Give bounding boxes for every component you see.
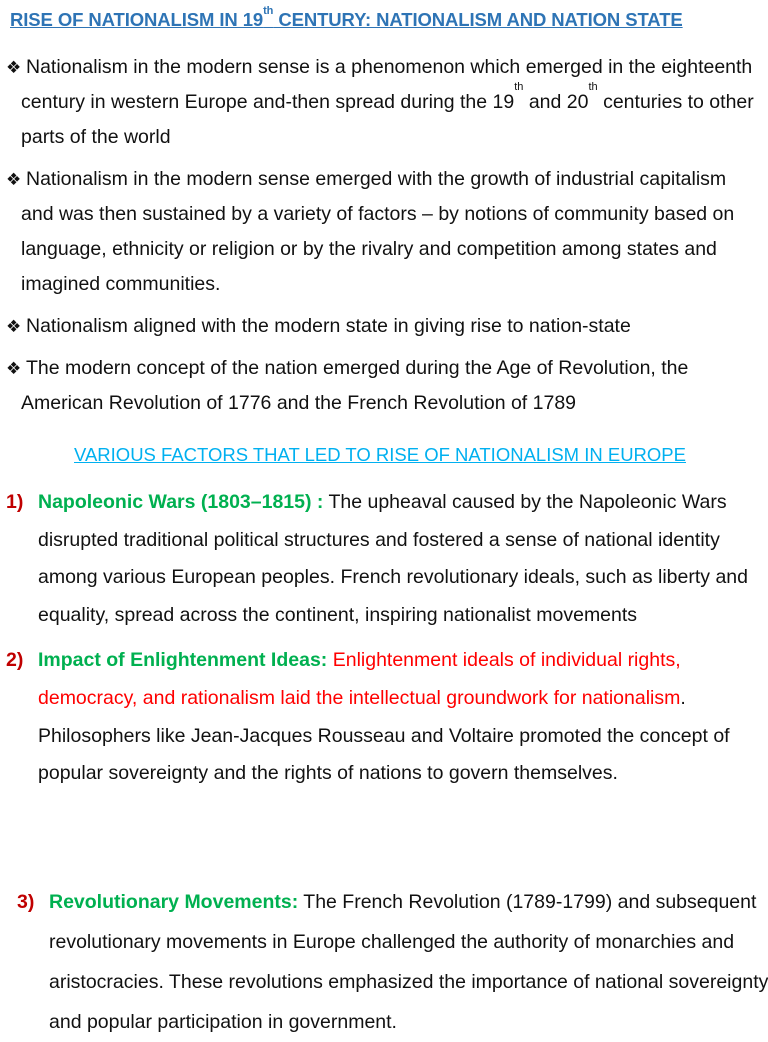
bullet-list xyxy=(6,50,758,428)
factor-item xyxy=(17,882,768,1042)
factor-number: 2) xyxy=(6,649,24,672)
factor-list xyxy=(6,484,768,1033)
bullet-item: ❖ Nationalism in the modern sense emerged with the growth of industrial capitalism and was then sustained by a variety of factors – by notions of community based on language, ethnicity or religion or by the rivalry and competition among states and imagined communities. xyxy=(6,162,758,302)
diamond-bullet-icon: ❖ xyxy=(6,170,22,189)
factor-lead: Impact of Enlightenment Ideas: xyxy=(38,649,328,672)
page-title: RISE OF NATIONALISM IN 19th CENTURY: NATIONALISM AND NATION STATE xyxy=(10,5,683,30)
section-subheading: VARIOUS FACTORS THAT LED TO RISE OF NATIONALISM IN EUROPE xyxy=(74,444,686,465)
factor-item xyxy=(6,484,758,634)
diamond-bullet-icon: ❖ xyxy=(6,58,22,77)
diamond-bullet-icon: ❖ xyxy=(6,359,22,378)
factor-text: The upheaval caused by the Napoleonic Wars disrupted traditional political structures and fostered a sense of national identity among various European peoples. French revolutionary ideals, such as liberty and equality, spread across the continent, inspiring nationalist movements xyxy=(38,491,748,626)
bullet-item: ❖ Nationalism in the modern sense is a phenomenon which emerged in the eighteenth century in western Europe and-then spread during the 19th and 20th centuries to other parts of the world xyxy=(6,50,758,155)
factor-text: . Philosophers like Jean-Jacques Rousseau and Voltaire promoted the concept of popular sovereignty and the rights of nations to govern themselves. xyxy=(38,686,730,785)
bullet-item: ❖ The modern concept of the nation emerged during the Age of Revolution, the American Revolution of 1776 and the French Revolution of 1789 xyxy=(6,351,758,421)
factor-number: 3) xyxy=(17,891,35,913)
factor-text: The French Revolution (1789-1799) and subsequent revolutionary movements in Europe challenged the authority of monarchies and aristocracies. These revolutions emphasized the importance of national sovereignty and popular participation in government. xyxy=(49,891,768,1033)
factor-lead: Revolutionary Movements: xyxy=(49,891,299,913)
bullet-item: ❖ Nationalism aligned with the modern state in giving rise to nation-state xyxy=(6,309,758,344)
factor-item xyxy=(6,642,758,792)
factor-number: 1) xyxy=(6,491,24,513)
title-superscript: th xyxy=(263,5,274,17)
diamond-bullet-icon: ❖ xyxy=(6,317,22,336)
factor-lead: Napoleonic Wars (1803–1815) : xyxy=(38,491,324,513)
factor-highlight: Enlightenment ideals of individual rights, democracy, and rationalism laid the intellectual groundwork for nationalism xyxy=(38,649,681,709)
